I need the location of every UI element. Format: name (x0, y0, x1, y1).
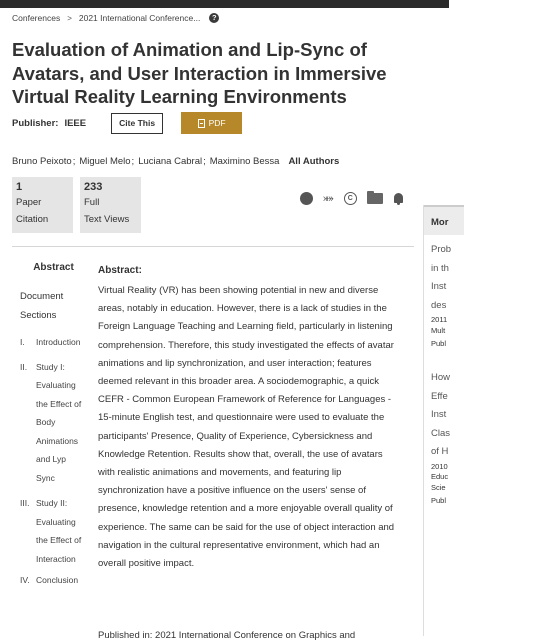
cite-this-button[interactable]: Cite This (111, 113, 163, 134)
author-link[interactable]: Maximino Bessa (209, 156, 280, 167)
publisher-label: Publisher: (12, 117, 59, 129)
top-bar (0, 0, 449, 8)
author-link[interactable]: Luciana Cabral (138, 156, 203, 167)
page-title: Evaluation of Animation and Lip-Sync of Avatars, and User Interaction in Immersive Virtual Reality Learning Environments (12, 39, 387, 107)
section-link-conclusion[interactable]: IV. Conclusion (20, 575, 79, 585)
breadcrumb (12, 13, 219, 23)
section-link-study-1[interactable]: II. Study I: Evaluating the Effect of Body Animations and Lyp Sync (20, 361, 82, 483)
more-like-this-panel (423, 205, 452, 636)
document-sections-heading: Document Sections (20, 291, 64, 321)
breadcrumb-separator: > (67, 13, 72, 23)
breadcrumb-conference-name[interactable]: 2021 International Conference... (78, 13, 201, 23)
published-in: Published in: 2021 International Conference on Graphics and (98, 630, 356, 641)
views-count: 233 (84, 181, 103, 193)
folder-icon[interactable] (367, 193, 383, 204)
pdf-button[interactable] (181, 112, 242, 134)
citation-count: 1 (16, 181, 23, 193)
related-article[interactable]: Prob in th Inst des 2011 Mult Publ (431, 244, 452, 348)
abstract-section (98, 264, 400, 573)
pdf-icon (198, 119, 205, 128)
r-icon[interactable]: R (300, 192, 313, 205)
share-icon[interactable]: ⤘ (323, 191, 334, 205)
action-icons (300, 191, 414, 206)
publisher-row (12, 112, 242, 134)
all-authors-link[interactable]: All Authors (288, 156, 340, 167)
copyright-icon[interactable]: C (344, 192, 357, 205)
related-article[interactable]: How Effe Inst Clas of H 2010 Educ Scie Publ (431, 372, 451, 505)
divider (12, 246, 414, 247)
nav-abstract-link[interactable]: Abstract (33, 262, 74, 273)
more-like-this-header: Mor (424, 205, 464, 235)
pdf-button-label: PDF (208, 118, 226, 128)
views-label-line1: Full (84, 197, 100, 208)
help-icon[interactable]: ? (209, 13, 219, 23)
section-link-study-2[interactable]: III. Study II: Evaluating the Effect of Interaction (20, 498, 82, 564)
full-text-views-metric[interactable] (80, 177, 141, 233)
abstract-heading: Abstract: (98, 265, 142, 276)
citation-label-line1: Paper (16, 197, 42, 208)
breadcrumb-conferences[interactable]: Conferences (12, 13, 61, 23)
document-nav (12, 262, 87, 590)
author-link[interactable]: Miguel Melo (79, 156, 131, 167)
bell-icon[interactable] (393, 193, 404, 205)
paper-citation-metric[interactable] (12, 177, 73, 233)
abstract-text: Virtual Reality (VR) has been showing potential in new and diverse areas, notably in education. However, there is a lack of studies in the Foreign Language Teaching and Learning field, particularly in listening comprehension. Therefore, this study investigated the effects of avatar animations and lip synchronization, and user interaction; features deemed relevant in this broader area. A sociodemographic, a quick CEFR - Common European Framework of Reference for Languages - 15-minute English test, and questionnaire were used to evaluate the participants' Presence, Quality of Experience, Cybersickness and Knowledge Retention. Results show that, overall, the use of avatars with realistic animations and movements, and featuring lip synchronization have a positive influence on the users' sense of presence, knowledge retention and a more enjoyable overall quality of experience. The same can be said for the use of object interaction and navigation in the cultural representative environment, which had an overall positive impact. (98, 285, 395, 570)
citation-label-line2: Citation (16, 214, 49, 225)
section-link-introduction[interactable]: I. Introduction (20, 337, 81, 347)
author-link[interactable]: Bruno Peixoto (12, 156, 72, 167)
authors-list: Bruno Peixoto ; Miguel Melo ; Luciana Cabral ; Maximino Bessa All Authors (12, 156, 340, 167)
views-label-line2: Text Views (84, 214, 130, 225)
publisher-name: IEEE (64, 117, 87, 129)
